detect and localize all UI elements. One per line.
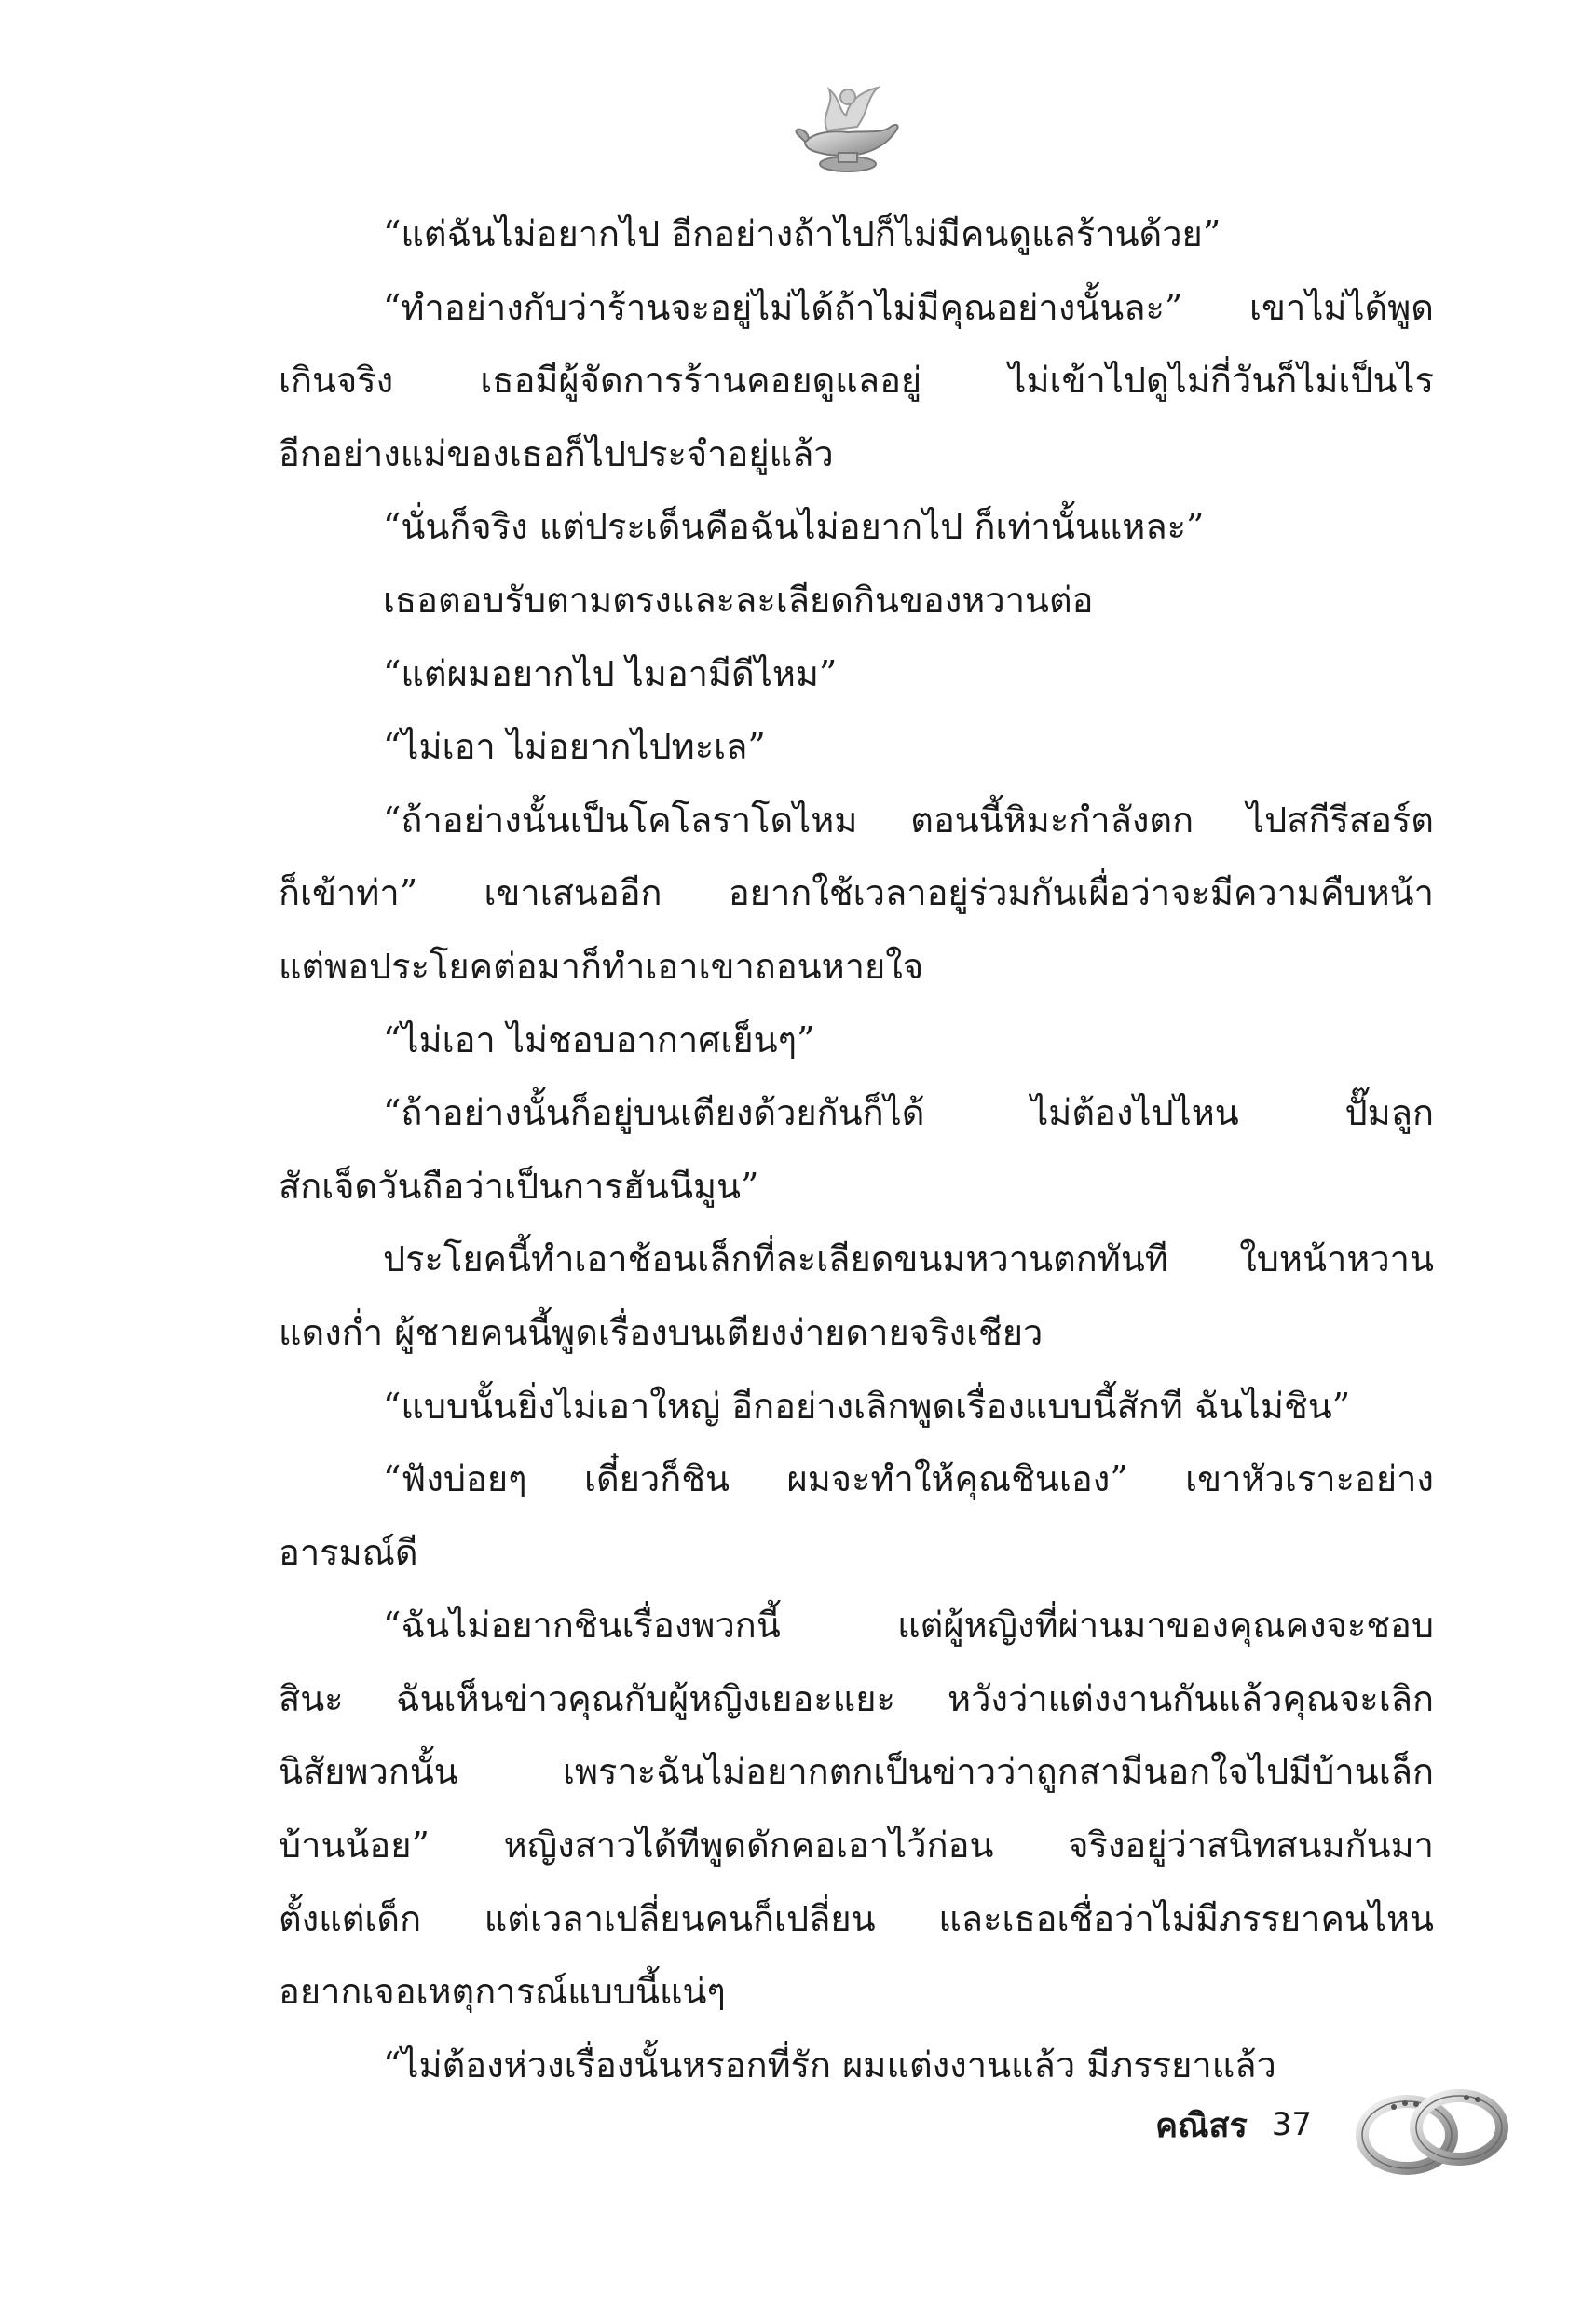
text-line: อีกอย่างแม่ของเธอก็ไปประจำอยู่แล้ว <box>279 432 834 474</box>
text-line: อยากเจอเหตุการณ์แบบนี้แน่ๆ <box>279 1971 726 2013</box>
text-line: ก็เข้าท่า” เขาเสนออีก อยากใช้เวลาอยู่ร่วมกันเผื่อว่าจะมีความคืบหน้า <box>279 872 1434 914</box>
page-footer <box>1155 2097 1312 2153</box>
text-line: อารมณ์ดี <box>279 1531 418 1573</box>
text-line: “แต่ผมอยากไป ไมอามีดีไหม” <box>383 652 838 694</box>
text-line: “ฟังบ่อยๆ เดี๋ยวก็ชิน ผมจะทำให้คุณชินเอง” เขาหัวเราะอย่าง <box>383 1458 1434 1500</box>
text-line: “ไม่ต้องห่วงเรื่องนั้นหรอกที่รัก ผมแต่งงานแล้ว มีภรรยาแล้ว <box>383 2044 1276 2085</box>
text-line: สักเจ็ดวันถือว่าเป็นการฮันนีมูน” <box>279 1165 759 1207</box>
text-line: สินะ ฉันเห็นข่าวคุณกับผู้หญิงเยอะแยะ หวังว่าแต่งงานกันแล้วคุณจะเลิก <box>279 1677 1434 1719</box>
text-line: “ถ้าอย่างนั้นก็อยู่บนเตียงด้วยกันก็ได้ ไม่ต้องไปไหน ปั๊มลูก <box>383 1092 1434 1134</box>
body-text <box>279 198 1434 2101</box>
text-line: แต่พอประโยคต่อมาก็ทำเอาเขาถอนหายใจ <box>279 945 924 987</box>
text-line: “นั่นก็จริง แต่ประเด็นคือฉันไม่อยากไป ก็เท่านั้นแหละ” <box>383 506 1205 548</box>
text-line: “ถ้าอย่างนั้นเป็นโคโลราโดไหม ตอนนี้หิมะกำลังตก ไปสกีรีสอร์ต <box>383 799 1434 841</box>
text-line: เธอตอบรับตามตรงและละเลียดกินของหวานต่อ <box>383 579 1094 621</box>
text-line: เกินจริง เธอมีผู้จัดการร้านคอยดูแลอยู่ ไม่เข้าไปดูไม่กี่วันก็ไม่เป็นไร <box>279 360 1434 402</box>
page-number: 37 <box>1271 2106 1313 2143</box>
text-line: “ไม่เอา ไม่อยากไปทะเล” <box>383 726 766 768</box>
book-title: คณิสร <box>1155 2106 1248 2145</box>
text-line: “ไม่เอา ไม่ชอบอากาศเย็นๆ” <box>383 1019 815 1060</box>
text-line: “ทำอย่างกับว่าร้านจะอยู่ไม่ได้ถ้าไม่มีคุณอย่างนั้นละ” เขาไม่ได้พูด <box>383 286 1434 328</box>
text-line: “ฉันไม่อยากชินเรื่องพวกนี้ แต่ผู้หญิงที่ผ่านมาของคุณคงจะชอบ <box>383 1605 1434 1647</box>
text-line: ตั้งแต่เด็ก แต่เวลาเปลี่ยนคนก็เปลี่ยน และเธอเชื่อว่าไม่มีภรรยาคนไหน <box>279 1897 1434 1939</box>
text-line: แดงก่ำ ผู้ชายคนนี้พูดเรื่องบนเตียงง่ายดายจริงเชียว <box>279 1311 1044 1353</box>
wedding-rings-icon <box>1349 2073 1517 2185</box>
magic-lamp-icon <box>792 71 904 181</box>
text-line: “แบบนั้นยิ่งไม่เอาใหญ่ อีกอย่างเลิกพูดเรื่องแบบนี้สักที ฉันไม่ชิน” <box>383 1385 1351 1427</box>
text-line: “แต่ฉันไม่อยากไป อีกอย่างถ้าไปก็ไม่มีคนดูแลร้านด้วย” <box>383 213 1221 254</box>
text-line: นิสัยพวกนั้น เพราะฉันไม่อยากตกเป็นข่าวว่าถูกสามีนอกใจไปมีบ้านเล็ก <box>279 1751 1434 1793</box>
text-line: ประโยคนี้ทำเอาช้อนเล็กที่ละเลียดขนมหวานตกทันที ใบหน้าหวาน <box>383 1238 1434 1280</box>
text-line: บ้านน้อย” หญิงสาวได้ทีพูดดักคอเอาไว้ก่อน จริงอยู่ว่าสนิทสนมกันมา <box>279 1825 1434 1867</box>
